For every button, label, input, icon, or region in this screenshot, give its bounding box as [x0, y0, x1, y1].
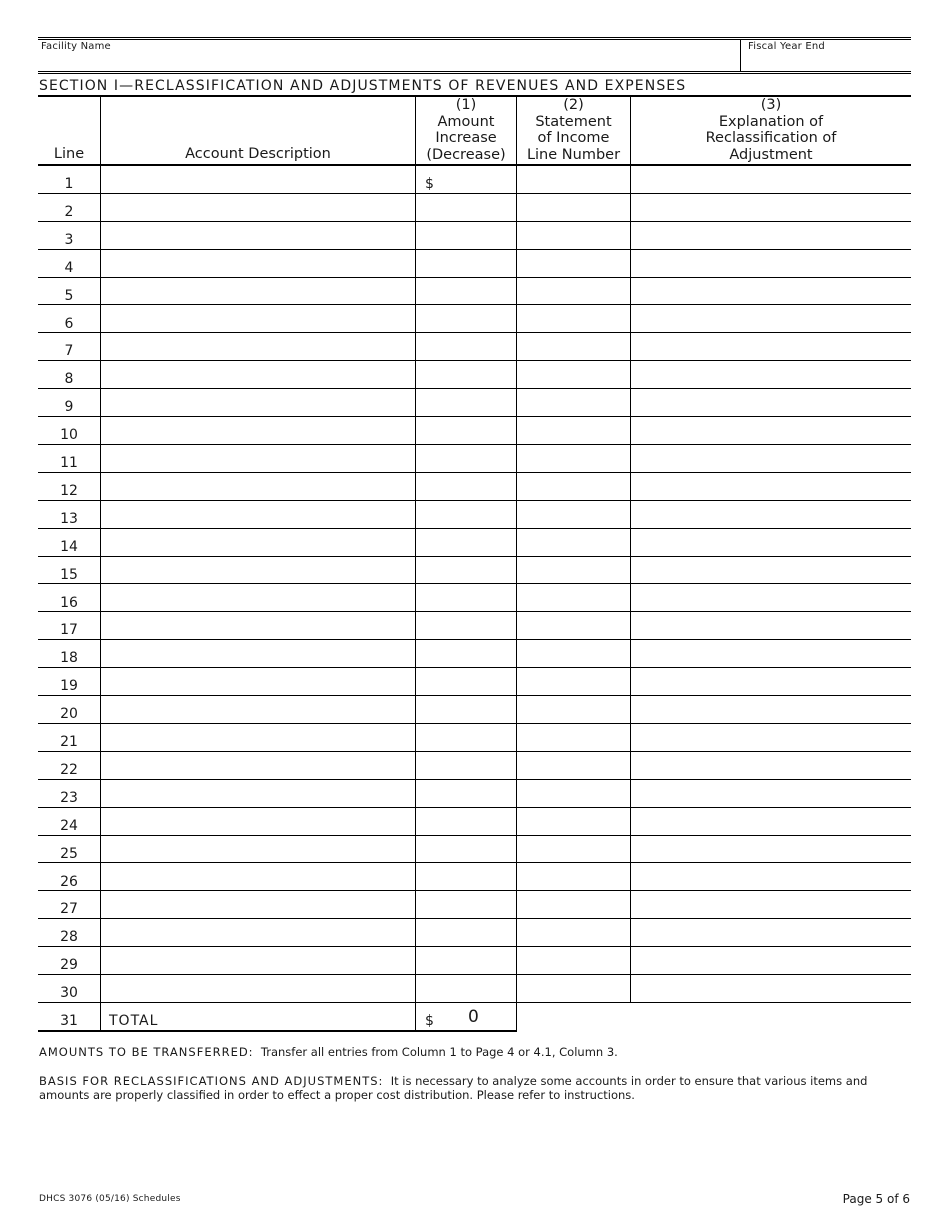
- row-rule: [38, 890, 911, 891]
- row-rule: [38, 639, 911, 640]
- row-rule: [38, 583, 911, 584]
- line-number: 18: [60, 650, 78, 667]
- row-rule: [38, 416, 911, 417]
- row-rule: [38, 695, 911, 696]
- row-rule: [38, 500, 911, 501]
- row-rule: [38, 779, 911, 780]
- column-number-3: (3): [760, 97, 782, 113]
- line-number: 5: [64, 287, 74, 304]
- currency-symbol: $: [425, 176, 434, 192]
- line-number: 27: [60, 901, 78, 918]
- column-title-2-line-2: of Income: [537, 130, 610, 146]
- row-rule: [38, 974, 911, 975]
- column-number-2: (2): [563, 97, 584, 113]
- row-rule: [38, 249, 911, 250]
- basis-note: [39, 1074, 911, 1102]
- page-number: Page 5 of 6: [842, 1192, 910, 1206]
- amounts-transfer-text: Transfer all entries from Column 1 to Page 4 or 4.1, Column 3.: [260, 1045, 618, 1059]
- row-rule: [38, 277, 911, 278]
- line-number: 14: [60, 538, 78, 555]
- column-title-3-line-3: Adjustment: [729, 146, 813, 163]
- column-title-2-line-3: Line Number: [526, 146, 621, 163]
- header-bottom-thick-rule: [38, 164, 911, 166]
- line-number: 30: [60, 985, 78, 1002]
- column-header-line: Line: [53, 146, 85, 162]
- basis-text: It is necessary to analyze some accounts in order to ensure that various items and amounts are properly classified in order to effect a proper cost distribution. Please refer to instructions.: [39, 1074, 868, 1102]
- line-number: 13: [60, 510, 78, 527]
- line-number: 24: [60, 817, 78, 834]
- header-bottom-rule: [38, 71, 911, 72]
- row-rule: [38, 835, 911, 836]
- total-label: TOTAL: [109, 1013, 159, 1029]
- line-number: 11: [60, 455, 78, 471]
- row-rule: [38, 723, 911, 724]
- line-number: 22: [60, 761, 78, 778]
- column-title-1-line-1: Amount: [437, 113, 495, 130]
- line-number: 29: [60, 957, 78, 974]
- header-top-rule-inner: [38, 39, 911, 40]
- line-number: 10: [60, 427, 78, 444]
- amounts-transfer-note: [39, 1045, 911, 1059]
- total-line-number: 31: [60, 1013, 78, 1029]
- line-number: 17: [60, 622, 78, 639]
- section-title: SECTION I—RECLASSIFICATION AND ADJUSTMENTS OF REVENUES AND EXPENSES: [39, 78, 687, 94]
- row-rule: [38, 388, 911, 389]
- row-rule: [38, 193, 911, 194]
- line-number: 16: [60, 594, 78, 611]
- column-header-statement-line-number: [517, 97, 630, 163]
- line-number: 4: [64, 259, 74, 276]
- row-rule: [38, 221, 911, 222]
- header-divider: [740, 39, 741, 72]
- column-title-3-line-2: Reclassification of: [705, 130, 837, 146]
- line-number: 19: [60, 678, 78, 695]
- row-rule: [38, 667, 911, 668]
- row-rule: [38, 1002, 911, 1003]
- row-rule: [38, 556, 911, 557]
- line-number: 9: [64, 399, 74, 416]
- line-number: 21: [60, 734, 78, 750]
- total-value[interactable]: 0: [468, 1007, 479, 1027]
- header-top-rule: [38, 37, 911, 38]
- row-rule: [38, 751, 911, 752]
- line-number: 28: [60, 929, 78, 946]
- amounts-transfer-label: AMOUNTS TO BE TRANSFERRED:: [39, 1045, 254, 1059]
- line-number: 3: [64, 231, 74, 248]
- column-title-1-line-2: Increase: [435, 130, 497, 146]
- divider-statement-col: [630, 97, 631, 1002]
- row-rule: [38, 807, 911, 808]
- column-header-explanation: [631, 97, 911, 163]
- row-rule: [38, 472, 911, 473]
- line-number: 26: [60, 873, 78, 890]
- line-number: 23: [60, 789, 78, 806]
- row-rule: [38, 862, 911, 863]
- line-number: 8: [64, 371, 74, 388]
- line-number: 7: [64, 343, 74, 360]
- column-header-amount: [416, 97, 516, 163]
- row-rule: [38, 304, 911, 305]
- total-currency: $: [425, 1013, 434, 1029]
- line-number: 15: [60, 566, 78, 583]
- row-rule: [38, 611, 911, 612]
- line-number: 2: [64, 203, 74, 220]
- row-rule: [38, 360, 911, 361]
- line-number: 20: [60, 706, 78, 723]
- basis-label: BASIS FOR RECLASSIFICATIONS AND ADJUSTMENTS:: [39, 1074, 384, 1088]
- column-number-1: (1): [455, 97, 477, 113]
- column-title-2-line-1: Statement: [535, 113, 612, 130]
- facility-name-label: Facility Name: [41, 41, 111, 52]
- column-title-1-line-3: (Decrease): [426, 146, 506, 163]
- row-rule: [38, 444, 911, 445]
- row-rule: [38, 528, 911, 529]
- line-number: 25: [60, 845, 78, 862]
- form-id: DHCS 3076 (05/16) Schedules: [39, 1194, 181, 1204]
- row-rule: [38, 332, 911, 333]
- fiscal-year-end-label: Fiscal Year End: [748, 41, 825, 52]
- header-bottom-rule-inner: [38, 73, 911, 74]
- line-number: 1: [64, 176, 74, 192]
- column-header-account-description: Account Description: [185, 146, 331, 162]
- line-number: 12: [60, 482, 78, 499]
- row-rule: [38, 918, 911, 919]
- total-bottom-rule: [38, 1030, 517, 1032]
- row-rule: [38, 946, 911, 947]
- column-title-3-line-1: Explanation of: [718, 113, 824, 130]
- line-number: 6: [64, 315, 74, 332]
